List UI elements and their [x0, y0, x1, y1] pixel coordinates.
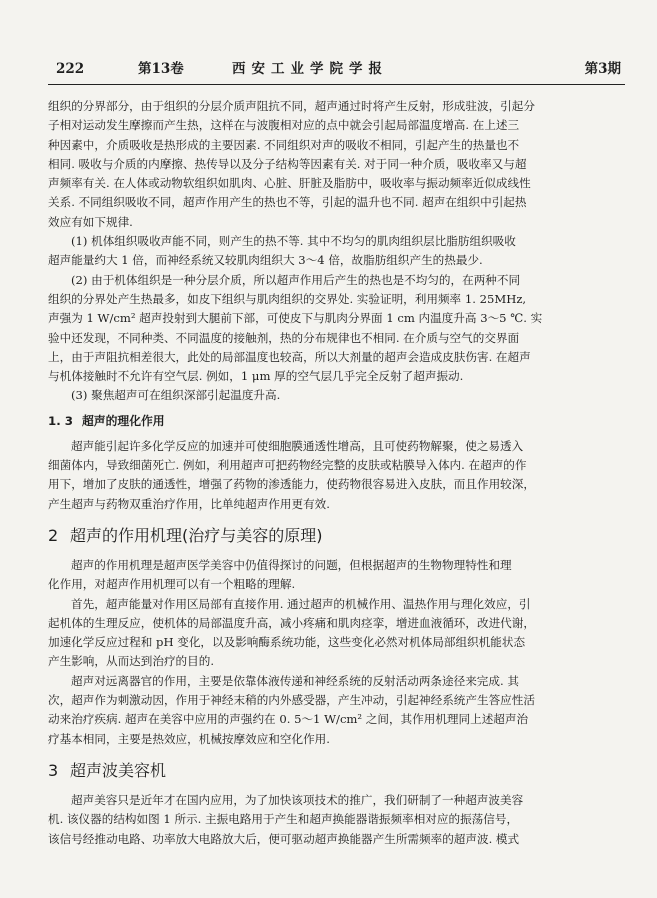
text-line: 次，超声作为刺激动因，作用于神经末稍的内外感受器，产生冲动，引起神经系统产生答应性活: [48, 693, 535, 708]
text-line: (2) 由于机体组织是一种分层介质，所以超声作用后产生的热也是不均匀的，在两种不同: [71, 272, 521, 287]
section-title: 超声的作用机理(治疗与美容的原理): [70, 525, 323, 545]
section-number: 3: [48, 760, 59, 780]
text-line: 效应有如下规律.: [48, 214, 133, 229]
text-line: 该信号经推动电路、功率放大电路放大后，便可驱动超声换能器产生所需频率的超声波. 模式: [48, 831, 520, 846]
paragraph: [48, 232, 628, 271]
text-line: 细菌体内，导致细菌死亡. 例如，利用超声可把药物经完整的皮肤或粘膜导入体内. 在超声的作: [48, 458, 527, 473]
text-line: 超声能引起许多化学反应的加速并可使细胞膜通透性增高，且可使药物解聚，使之易透入: [71, 438, 524, 453]
paragraph: [48, 271, 628, 387]
paragraph: [48, 595, 628, 672]
text-line: 首先，超声能量对作用区局部有直接作用. 通过超声的机械作用、温热作用与理化效应，引: [71, 596, 531, 611]
text-line: 验中还发现，不同种类、不同温度的接触剂，热的分布规律也不相同. 在介质与空气的交界面: [48, 330, 520, 345]
text-line: 与机体接触时不允许有空气层. 例如，1 μm 厚的空气层几乎完全反射了超声振动.: [48, 369, 464, 384]
text-line: (1) 机体组织吸收声能不同，则产生的热不等. 其中不均匀的肌肉组织层比脂肪组织吸收: [71, 234, 516, 249]
text-line: (3) 聚焦超声可在组织深部引起温度升高.: [71, 388, 281, 403]
text-line: 子相对运动发生摩擦而产生热，这样在与波腹相对应的点中就会引起局部温度增高. 在上述三: [48, 118, 520, 133]
paragraph: [48, 437, 628, 514]
text-line: 超声对远离器官的作用，主要是依靠体液传递和神经系统的反射活动两条途径来完成. 其: [71, 673, 519, 688]
body-text: [48, 97, 628, 849]
text-line: 用下，增加了皮肤的通透性，增强了药物的渗透能力，使药物很容易进入皮肤，而且作用较深，: [48, 477, 535, 492]
header-issue: 第3期: [584, 61, 621, 77]
running-header: [56, 58, 621, 80]
header-page-number: 222: [56, 61, 85, 77]
subsection-heading-1-3: [48, 411, 628, 431]
text-line: 疗基本相同，主要是热效应，机械按摩效应和空化作用.: [48, 731, 330, 746]
header-volume: 第13卷: [138, 61, 184, 77]
text-line: 超声能量约大 1 倍，而神经系统又较肌肉组织大 3～4 倍，故脂肪组织产生的热最少.: [48, 253, 483, 268]
text-line: 起机体的生理反应，使机体的局部温度升高，减小疼痛和肌肉痉挛，增进血液循环，改进代谢，: [48, 615, 535, 630]
header-journal-name: 西安工业学院学报: [232, 61, 388, 77]
text-line: 相同. 吸收与介质的内摩擦、热传导以及分子结构等因素有关. 对于同一种介质，吸收率又与超: [48, 156, 527, 171]
text-line: 上，由于声阻抗相差很大，此处的局部温度也较高，所以大剂量的超声会造成皮肤伤害. 在超声: [48, 349, 531, 364]
paragraph: [48, 791, 628, 849]
text-line: 加速化学反应过程和 pH 变化，以及影响酶系统功能，这些变化必然对机体局部组织机能状态: [48, 635, 526, 650]
paragraph: [48, 556, 628, 595]
text-line: 超声美容只是近年才在国内应用，为了加快该项技术的推广，我们研制了一种超声波美容: [71, 792, 524, 807]
text-line: 种因素中，介质吸收是热形成的主要因素. 不同组织对声的吸收不相同，引起产生的热量也不: [48, 137, 520, 152]
section-number: 2: [48, 525, 59, 545]
paragraph: [48, 672, 628, 749]
text-line: 产生超声与药物双重治疗作用，比单纯超声作用更有效.: [48, 496, 330, 511]
section-heading-2: [48, 524, 628, 548]
text-line: 动来治疗疾病. 超声在美容中应用的声强约在 0. 5～1 W/cm² 之间，其作用机理同上述超声治: [48, 712, 529, 727]
paragraph: [48, 97, 628, 232]
paragraph: [48, 386, 628, 405]
text-line: 化作用，对超声作用机理可以有一个粗略的理解.: [48, 577, 296, 592]
text-line: 声频率有关. 在人体或动物软组织如肌肉、心脏、肝脏及脂肪中，吸收率与振动频率近似成线性: [48, 176, 531, 191]
text-line: 组织的分界部分，由于组织的分层介质声阻抗不同，超声通过时将产生反射，形成驻波，引起分: [48, 99, 535, 113]
subsection-title: 超声的理化作用: [82, 413, 165, 428]
section-heading-3: [48, 759, 628, 783]
text-line: 组织的分界处产生热最多，如皮下组织与肌肉组织的交界处. 实验证明，利用频率 1. 25MHz,: [48, 291, 527, 306]
text-line: 关系. 不同组织吸收不同，超声作用产生的热也不等，引起的温升也不同. 超声在组织中引起热: [48, 195, 527, 210]
subsection-number: 1. 3: [48, 413, 74, 428]
text-line: 超声的作用机理是超声医学美容中仍值得探讨的问题，但根据超声的生物物理特性和理: [71, 557, 512, 572]
text-line: 声强为 1 W/cm² 超声投射到大腿前下部，可使皮下与肌肉分界面 1 cm 内温度升高 3～5 ℃. 实: [48, 311, 543, 326]
text-line: 机. 该仪器的结构如图 1 所示. 主振电路用于产生和超声换能器谐振频率相对应的振荡信号，: [48, 812, 519, 827]
text-line: 产生影响，从而达到治疗的目的.: [48, 654, 214, 669]
section-title: 超声波美容机: [70, 760, 167, 780]
header-rule: [48, 84, 625, 85]
